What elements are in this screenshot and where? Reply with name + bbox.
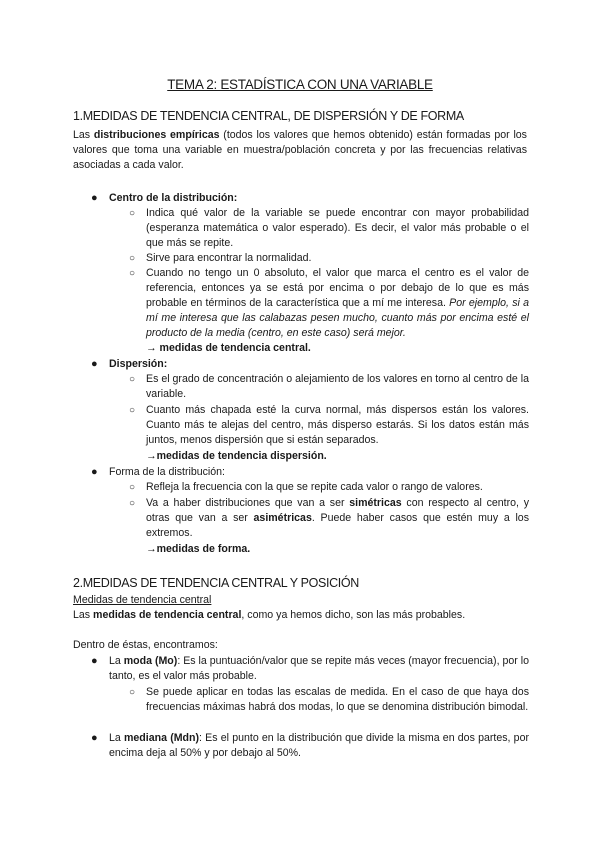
centro-arrow [146, 341, 529, 356]
centro-arrow-text: → medidas de tendencia central. [146, 342, 311, 354]
circle-bullet-icon: ○ [129, 268, 136, 279]
bullet-icon: ● [91, 655, 98, 667]
mediana-c: : Es el punto en la distribución que divide la misma en dos partes, por encima deja al 50% y por debajo al 50%. [109, 732, 529, 759]
dispersion-arrow [146, 449, 529, 464]
forma-arrow [146, 542, 529, 557]
forma-sub-2-e: . Puede haber casos que estén muy a los extremos. [146, 512, 529, 539]
bullet-icon: ● [91, 466, 98, 478]
centro-sub-1: Indica qué valor de la variable se puede encontrar con mayor probabilidad (esperanza matemática o valor esperado). Es decir, el valor más probable o el que más se repite. [146, 207, 529, 249]
dispersion-sub-2: Cuanto más chapada esté la curva normal, más dispersos están los valores. Cuanto más te alejas del centro, más disperso estarás. Si los datos están más juntos, menos dispersión que si están separados. [146, 404, 529, 446]
forma-sub-2 [146, 496, 529, 541]
page-title: TEMA 2: ESTADÍSTICA CON UNA VARIABLE [167, 77, 433, 92]
centro-sub-3-example: Por ejemplo, si a mí me interesa que las calabazas pesen mucho, cuanto más por encima esté el producto de la media (centro, en este caso) será mejor. [146, 297, 529, 339]
forma-term-simetricas: simétricas [349, 497, 402, 509]
circle-bullet-icon: ○ [129, 482, 136, 493]
section-2-heading: 2.MEDIDAS DE TENDENCIA CENTRAL Y POSICIÓN [73, 576, 359, 590]
section-1-heading: 1.MEDIDAS DE TENDENCIA CENTRAL, DE DISPERSIÓN Y DE FORMA [73, 109, 464, 123]
intro-text-a: Las [73, 129, 94, 141]
bullet-icon: ● [91, 732, 98, 744]
section-2-subheading [73, 593, 527, 608]
intro-term: distribuciones empíricas [93, 129, 220, 141]
forma-arrow-text: →medidas de forma. [146, 543, 251, 555]
line-c: , como ya hemos dicho, son las más probables. [241, 609, 466, 621]
circle-bullet-icon: ○ [129, 253, 136, 264]
dispersion-arrow-text: →medidas de tendencia dispersión. [146, 450, 327, 462]
forma-sub-2-c: con respecto al centro, y otras que van a ser [146, 497, 530, 524]
bullet-icon: ● [91, 192, 98, 204]
intro-text-c: (todos los valores que hemos obtenido) están formadas por los valores que toma una variable en muestra/población concreta y por las frecuencias relativas asociadas a cada valor. [73, 129, 527, 171]
section-1-intro [73, 128, 527, 173]
bullet-centro-label [109, 191, 529, 206]
circle-bullet-icon: ○ [129, 687, 136, 698]
circle-bullet-icon: ○ [129, 374, 136, 385]
circle-bullet-icon: ○ [129, 498, 136, 509]
bullet-forma-label: Forma de la distribución: [109, 466, 225, 478]
centro-label: Centro de la distribución: [109, 192, 238, 204]
dispersion-label: Dispersión: [109, 358, 168, 370]
moda-a: La [109, 655, 124, 667]
line-a: Las [73, 609, 94, 621]
subheading-text: Medidas de tendencia central [73, 594, 212, 606]
mediana-item [109, 731, 529, 761]
forma-term-asimetricas: asimétricas [253, 512, 312, 524]
section-2-dentro: Dentro de éstas, encontramos: [73, 639, 218, 651]
moda-item [109, 654, 529, 684]
section-2-line [73, 608, 527, 623]
bullet-icon: ● [91, 358, 98, 370]
forma-sub-2-a: Va a haber distribuciones que van a ser [146, 497, 350, 509]
mediana-a: La [109, 732, 124, 744]
bullet-dispersion-label [109, 357, 529, 372]
dispersion-sub-1: Es el grado de concentración o alejamiento de los valores en torno al centro de la variable. [146, 373, 529, 400]
forma-sub-1: Refleja la frecuencia con la que se repite cada valor o rango de valores. [146, 481, 483, 493]
line-term: medidas de tendencia central [93, 609, 242, 621]
centro-sub-3 [146, 266, 529, 341]
circle-bullet-icon: ○ [129, 405, 136, 416]
centro-sub-2: Sirve para encontrar la normalidad. [146, 252, 312, 264]
moda-sub: Se puede aplicar en todas las escalas de medida. En el caso de que haya dos frecuencias máximas habrá dos modas, lo que se denomina distribución bimodal. [146, 686, 529, 713]
circle-bullet-icon: ○ [129, 208, 136, 219]
moda-term: moda (Mo) [123, 655, 178, 667]
mediana-term: mediana (Mdn) [124, 732, 200, 744]
centro-sub-3-text: Cuando no tengo un 0 absoluto, el valor que marca el centro es el valor de referencia, entonces ya se está por encima o por debajo de lo que es más probable en términos de la característica que a mí me interesa. [146, 267, 529, 309]
moda-c: : Es la puntuación/valor que se repite más veces (mayor frecuencia), por lo tanto, es el valor más probable. [109, 655, 529, 682]
